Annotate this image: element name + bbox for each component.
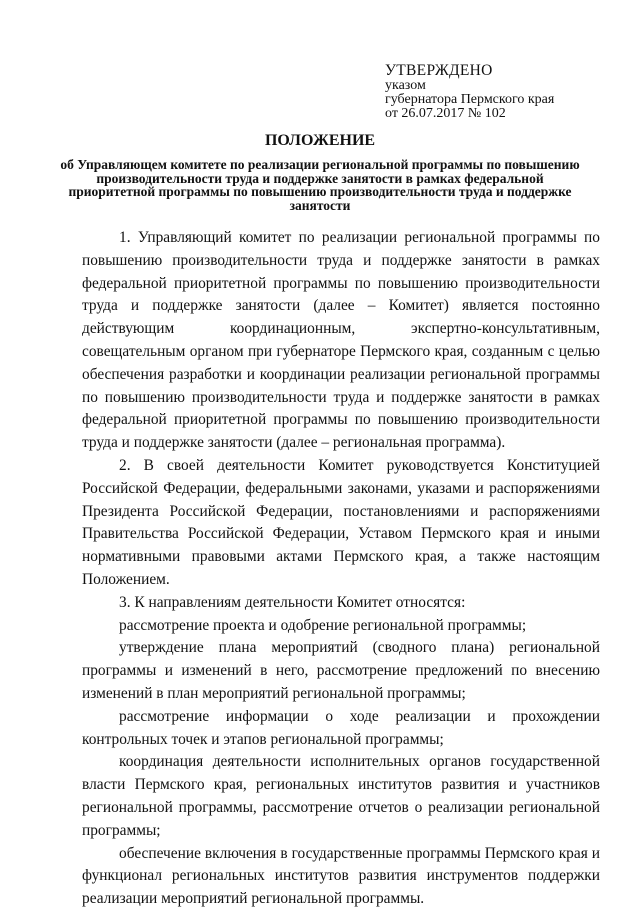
document-subtitle: об Управляющем комитете по реализации региональной программы по повышению производительности труда и поддержке занятости в рамках федеральной приоритетной программы по повышению производительности труда и поддержке занятости — [60, 157, 580, 213]
paragraph-1: 1. Управляющий комитет по реализации региональной программы по повышению производительности труда и поддержке занятости в рамках федеральной приоритетной программы по повышению производительности труда и поддержке занятости (далее – Комитет) является постоянно действующим координационным, экспертно-консультативным, совещательным органом при губернаторе Пермского края, созданным с целью обеспечения разработки и координации реализации региональной программы по повышению производительности труда и поддержке занятости в рамках федеральной приоритетной программы по повышению производительности труда и поддержке занятости (далее – региональная программа). — [82, 229, 600, 452]
document-title: ПОЛОЖЕНИЕ — [264, 132, 376, 149]
list-item: обеспечение включения в государственные программы Пермского края и функционал региональных институтов развития инструментов поддержки реализации мероприятий региональной программы. — [82, 844, 600, 908]
list-item: рассмотрение проекта и одобрение региональной программы; — [119, 616, 527, 634]
approval-line: от 26.07.2017 № 102 — [385, 106, 506, 121]
approval-stamp — [385, 63, 554, 121]
approval-line: указом — [385, 78, 426, 93]
list-item: утверждение плана мероприятий (сводного плана) региональной программы и изменений в него, рассмотрение предложений по внесению изменений в план мероприятий региональной программы; — [82, 639, 600, 702]
paragraph-3: 3. К направлениям деятельности Комитет относятся: — [119, 593, 466, 611]
approval-heading: УТВЕРЖДЕНО — [385, 62, 493, 79]
list-item: рассмотрение информации о ходе реализации и прохождении контрольных точек и этапов региональной программы; — [82, 707, 600, 748]
paragraph-2: 2. В своей деятельности Комитет руководствуется Конституцией Российской Федерации, федеральными законами, указами и распоряжениями Президента Российской Федерации, постановлениями и распоряжениями Правительства Российской Федерации, Уставом Пермского края и иными нормативными правовыми актами Пермского края, а также настоящим Положением. — [82, 456, 600, 588]
document-body — [82, 227, 600, 911]
approval-line: губернатора Пермского края — [385, 92, 555, 107]
list-item: координация деятельности исполнительных органов государственной власти Пермского края, региональных институтов развития и участников региональной программы, рассмотрение отчетов о реализации региональной программы; — [82, 753, 600, 839]
